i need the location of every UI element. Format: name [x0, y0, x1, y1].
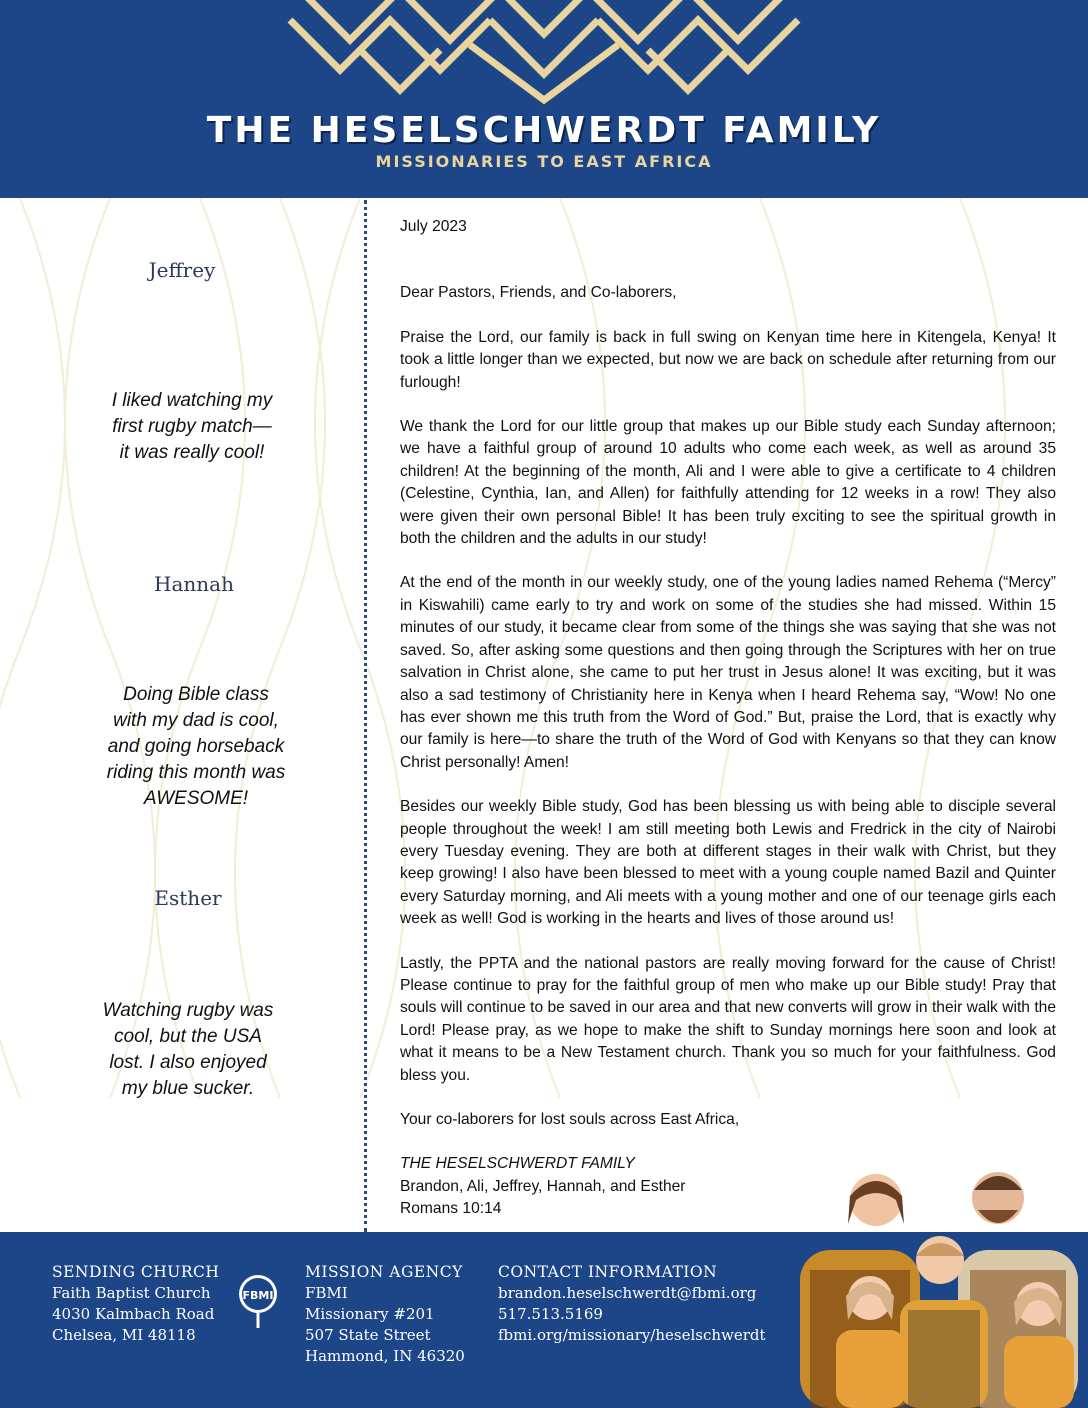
kid-quote-hannah: Doing Bible class with my dad is cool, and going horseback riding this month was AWESOME!: [106, 684, 286, 809]
letter-greeting: Dear Pastors, Friends, and Co-laborers,: [400, 284, 677, 302]
kid-quote-esther: Watching rugby was cool, but the USA lost. I also enjoyed my blue sucker.: [102, 1000, 274, 1099]
kids-sidebar: [0, 198, 364, 1232]
contact-block: [498, 1262, 766, 1346]
sending-church-heading: SENDING CHURCH: [52, 1263, 220, 1281]
letter-paragraph: Lastly, the PPTA and the national pastors are really moving forward for the cause of Christ! Please continue to pray for the faithful group of men who make up our Bible study! Pray that souls will continue to be saved in our area and that new converts will grow in their walk with the Lord! Please pray, as we hope to make the shift to Sunday mornings here soon and look at what it means to be a New Testament church. Thank you so much for your faithfulness. God bless you.: [400, 954, 1056, 1084]
page-subtitle: MISSIONARIES TO EAST AFRICA: [375, 152, 713, 171]
svg-text:FBMI: FBMI: [242, 1289, 274, 1302]
contact-email[interactable]: brandon.heselschwerdt@fbmi.org: [498, 1284, 757, 1302]
signature-names: Brandon, Ali, Jeffrey, Hannah, and Esther: [400, 1177, 686, 1195]
contact-website[interactable]: fbmi.org/missionary/heselschwerdt: [498, 1326, 766, 1344]
page-title: THE HESELSCHWERDT FAMILY: [206, 110, 882, 151]
sending-church-block: SENDING CHURCH Faith Baptist Church 4030 Kalmbach Road Chelsea, MI 48118: [52, 1263, 220, 1344]
family-photo: [780, 1160, 1088, 1408]
letter-date: July 2023: [400, 218, 467, 235]
knot-ornament-icon: [0, 0, 1088, 110]
kid-quote-jeffrey: I liked watching my first rugby match— it was really cool!: [111, 390, 273, 463]
fbmi-logo-icon: [236, 1270, 280, 1330]
kid-name-hannah: Hannah: [154, 572, 234, 596]
kid-name-esther: Esther: [154, 886, 222, 910]
letter-body: [400, 216, 1056, 1221]
contact-heading: CONTACT INFORMATION: [498, 1263, 718, 1281]
letter-paragraph: Praise the Lord, our family is back in full swing on Kenyan time here in Kitengela, Kenya! It took a little longer than we expected, but now we are back on schedule after returning from our furlough!: [400, 328, 1056, 391]
mission-agency-heading: MISSION AGENCY: [305, 1263, 463, 1281]
letter-closing: Your co-laborers for lost souls across East Africa,: [400, 1111, 740, 1128]
signature-family: THE HESELSCHWERDT FAMILY: [400, 1155, 635, 1173]
letter-paragraph: At the end of the month in our weekly study, one of the young ladies named Rehema (“Mercy” in Kiswahili) came early to try and work on some of the studies she had missed. Within 15 minutes of our study, it became clear from some of the things she was saying that she was not saved. So, after asking some questions and then going through the Scriptures with her on true salvation in Christ alone, she came to put her trust in Jesus alone! It was exciting, but it was also a sad testimony of Christianity here in Kenya when I heard Rehema say, “Wow! No one has ever shown me this truth from the Word of God.” But, praise the Lord, that is exactly why our family is here—to share the truth of the Word of God with Kenyans so that they can know Christ personally! Amen!: [400, 574, 1056, 771]
mission-agency-block: MISSION AGENCY FBMI Missionary #201 507 State Street Hammond, IN 46320: [305, 1263, 465, 1365]
kid-name-jeffrey: Jeffrey: [148, 258, 216, 282]
signature-verse: Romans 10:14: [400, 1200, 502, 1218]
letter-paragraph: Besides our weekly Bible study, God has been blessing us with being able to disciple several people throughout the week! I am still meeting both Lewis and Fredrick in the city of Nairobi every Tuesday evening. They are both at different stages in their walk with Christ, but they keep growing! I also have been blessed to meet with a young couple named Bazil and Quinter every Saturday morning, and Ali meets with a young mother and one of our teenage girls each week as well! God is working in the hearts and lives of those around us!: [400, 798, 1056, 928]
header-banner: [0, 0, 1088, 198]
contact-phone[interactable]: 517.513.5169: [498, 1305, 603, 1323]
letter-paragraph: We thank the Lord for our little group that makes up our Bible study each Sunday afternoon; we have a faithful group of around 10 adults who come each week, as well as around 35 children! At the beginning of the month, Ali and I were able to give a certificate to 4 children (Celestine, Cynthia, Ian, and Allen) for faithfully attending for 12 weeks in a row! They also were given their own personal Bible! It has been truly exciting to see the spiritual growth in both the children and the adults in our study!: [400, 418, 1056, 548]
